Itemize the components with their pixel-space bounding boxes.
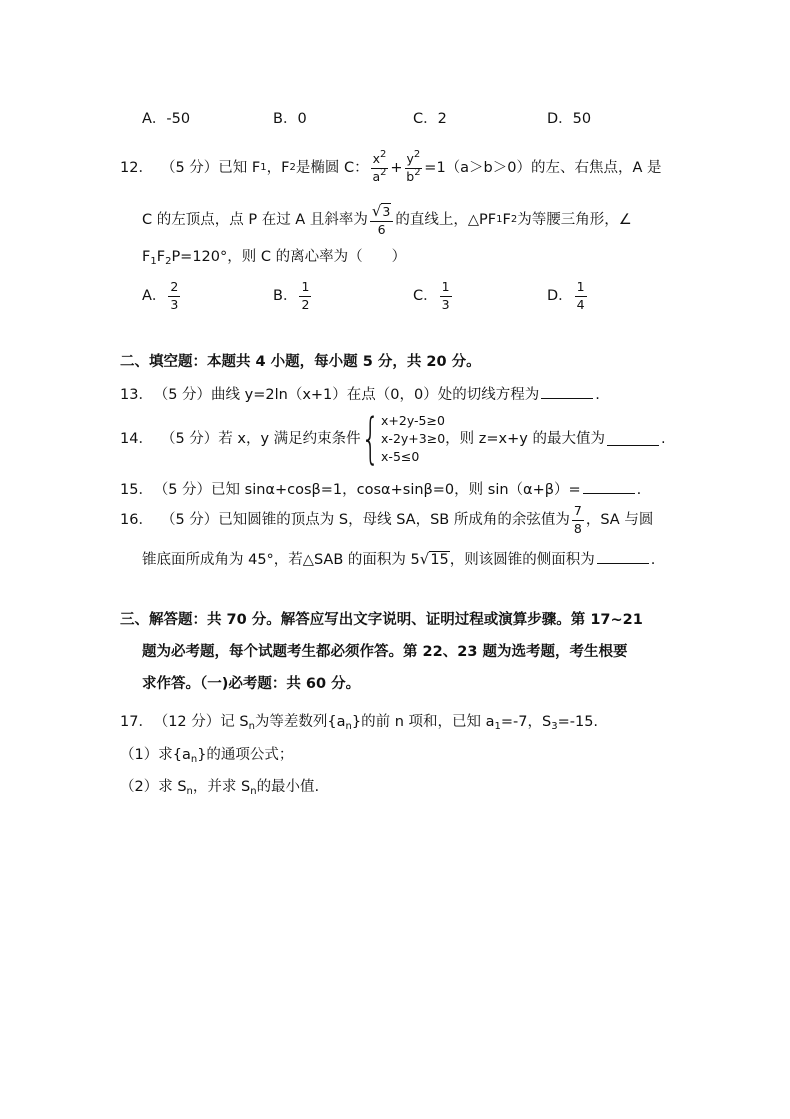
q17-s-sub: n	[248, 721, 255, 732]
q13-number: 13．	[120, 387, 153, 403]
slope-sqrt-value: 3	[382, 203, 391, 219]
q14-end: .	[660, 430, 666, 447]
q12-text-b: ，F	[266, 159, 290, 176]
q17-post2: =-7，S	[500, 714, 552, 730]
q12-option-b-label: B．	[273, 287, 298, 304]
frac-x-den-exp: 2	[380, 166, 387, 178]
q12-option-d	[547, 278, 589, 314]
q17-part2-sub2: n	[250, 786, 257, 797]
q17-part2	[120, 780, 319, 795]
q12-option-d-frac	[575, 281, 587, 311]
opt-b-num: 1	[299, 281, 311, 297]
q16-end: .	[650, 552, 656, 568]
q16-line2-pre: 锥底面所成角为 45°，若△SAB 的面积为 5	[142, 552, 420, 568]
frac-x-num-exp: 2	[379, 149, 387, 160]
opt-c-den: 3	[441, 296, 450, 312]
opt-b-den: 2	[301, 296, 310, 312]
q11-option-a: A．-50	[142, 111, 191, 127]
q16-frac-den: 8	[573, 520, 582, 536]
q12-line2-post2: 为等腰三角形，∠	[517, 211, 632, 228]
q12-number: 12．	[120, 159, 153, 176]
q12-slope-frac: $\frac{√3}{6}$	[370, 204, 394, 237]
q12-line2-mid: F	[502, 211, 511, 228]
opt-c-num: 1	[440, 281, 452, 297]
q17-pre: （12 分）记 S	[160, 714, 249, 730]
q12-line1: 12． （5 分） 已知 F 1 ，F 2 是椭圆 C： $\frac{x^2}{a^2}$ + $\frac{y^2}{b^2}$ =1（a＞b＞0）的左、右焦点，A 是	[120, 149, 662, 184]
q12-option-a-label: A．	[142, 287, 167, 304]
frac-y-den-exp: 2	[414, 166, 421, 178]
q11-option-c: C．2	[413, 111, 447, 127]
q17-part1-pre: （1）求{a	[120, 747, 191, 763]
q15-line	[120, 481, 641, 498]
q12-text-c: 是椭圆 C：	[295, 159, 369, 176]
q12-line2-pre: C 的左顶点，点 P 在过 A 且斜率为	[142, 211, 368, 228]
q17-part2-post: 的最小值.	[256, 779, 320, 795]
q12-option-d-label: D．	[547, 287, 573, 304]
q17-part2-sub1: n	[186, 786, 193, 797]
opt-d-den: 4	[576, 296, 585, 312]
q12-line3-sub1: 1	[150, 256, 157, 267]
q16-answer-blank[interactable]	[597, 551, 649, 564]
q12-option-a-frac	[168, 281, 180, 311]
q17-post: }的前 n 项和，已知 a	[351, 714, 495, 730]
q14-number: 14．	[120, 430, 153, 447]
q16-cos-frac	[572, 505, 584, 535]
slope-den: 6	[377, 221, 386, 237]
q17-number: 17．	[120, 714, 153, 730]
q17-part1	[120, 748, 293, 763]
q17-part1-post: }的通项公式；	[197, 747, 294, 763]
q12-ellipse-frac-x	[371, 149, 389, 184]
q12-line3-f2: F	[156, 249, 166, 265]
q17-line	[120, 715, 598, 730]
q12-line2: C 的左顶点，点 P 在过 A 且斜率为 $\frac{√3}{6}$ 的直线上，△PF 1 F 2 为等腰三角形，∠	[142, 201, 632, 237]
q12-plus: +	[390, 159, 403, 176]
q17-part2-pre: （2）求 S	[120, 779, 187, 795]
q12-line3-text: P=120°，则 C 的离心率为（ ）	[171, 249, 407, 265]
q14-cond2: x-2y+3≥0	[381, 430, 446, 446]
q15-end: .	[636, 482, 642, 498]
opt-a-num: 2	[168, 281, 180, 297]
q13-end: .	[595, 387, 600, 403]
q14-cond3: x-5≤0	[381, 449, 420, 465]
q17-s3-sub: 3	[551, 721, 558, 732]
q17-a-sub: n	[345, 721, 352, 732]
section3-heading-line2: 题为必考题，每个试题考生都必须作答。第 22、23 题为选考题，考生根要	[142, 644, 628, 660]
q12-option-c-label: C．	[413, 287, 438, 304]
q16-sqrt-value: 15	[430, 552, 449, 568]
q14-conditions	[381, 412, 445, 466]
q12-option-b-frac	[299, 281, 311, 311]
q15-number: 15．	[120, 482, 153, 498]
q13-answer-blank[interactable]	[541, 386, 593, 399]
q16-number: 16．	[120, 511, 153, 528]
q15-text: （5 分）已知 sinα+cosβ=1，cosα+sinβ=0，则 sin（α+β）=	[160, 482, 581, 498]
q12-option-c	[413, 278, 454, 314]
section3-heading-line3: 求作答。（一)必考题：共 60 分。	[142, 676, 361, 692]
q17-a1-sub: 1	[494, 721, 501, 732]
q12-ellipse-frac-y	[405, 149, 423, 184]
q12-option-c-frac	[440, 281, 452, 311]
q16-sqrt: √15	[419, 550, 449, 568]
q12-line2-post1: 的直线上，△PF	[395, 211, 497, 228]
q14-post: ，则 z=x+y 的最大值为	[445, 430, 605, 447]
frac-x-num: x	[372, 151, 380, 166]
q12-option-b	[273, 278, 313, 314]
q12-line3	[142, 250, 406, 265]
q16-line1-post: ，SA 与圆	[585, 511, 654, 528]
q14-cond1: x+2y-5≥0	[381, 412, 445, 428]
q16-line1	[120, 502, 653, 538]
q14-line	[120, 407, 666, 470]
frac-y-num-exp: 2	[413, 149, 421, 160]
q17-post3: =-15.	[557, 714, 599, 730]
q17-part1-sub: n	[190, 754, 198, 765]
q17-mid: 为等差数列{a	[254, 714, 346, 730]
q12-option-a	[142, 278, 182, 314]
q14-pre: （5 分）若 x，y 满足约束条件	[160, 430, 361, 447]
q16-line2	[142, 551, 655, 568]
q11-option-b: B．0	[273, 111, 307, 127]
q14-brace: {	[360, 407, 380, 470]
q15-answer-blank[interactable]	[583, 481, 635, 494]
section3-heading-line1: 三、解答题：共 70 分。解答应写出文字说明、证明过程或演算步骤。第 17~21	[120, 612, 643, 628]
frac-y-den: b	[406, 168, 415, 184]
opt-d-num: 1	[575, 281, 587, 297]
frac-y-num: y	[406, 151, 414, 166]
frac-x-den: a	[372, 168, 381, 184]
q12-score: （5 分）	[160, 159, 219, 176]
q16-line2-post: ，则该圆锥的侧面积为	[449, 552, 595, 568]
q12-line3-sub2: 2	[165, 256, 172, 267]
q14-answer-blank[interactable]	[607, 433, 659, 446]
q12-text-d: =1（a＞b＞0）的左、右焦点，A 是	[424, 159, 662, 176]
opt-a-den: 3	[170, 296, 179, 312]
section2-heading: 二、填空题：本题共 4 小题，每小题 5 分，共 20 分。	[120, 354, 481, 370]
q13-line	[120, 386, 600, 403]
q12-text-a: 已知 F	[218, 159, 261, 176]
q16-line1-pre: （5 分）已知圆锥的顶点为 S，母线 SA，SB 所成角的余弦值为	[160, 511, 570, 528]
q12-line3-f1: F	[142, 249, 151, 265]
q16-frac-num: 7	[572, 505, 584, 521]
q17-part2-mid: ，并求 S	[192, 779, 251, 795]
q11-option-d: D．50	[547, 111, 592, 127]
q13-text: （5 分）曲线 y=2ln（x+1）在点（0，0）处的切线方程为	[160, 387, 540, 403]
